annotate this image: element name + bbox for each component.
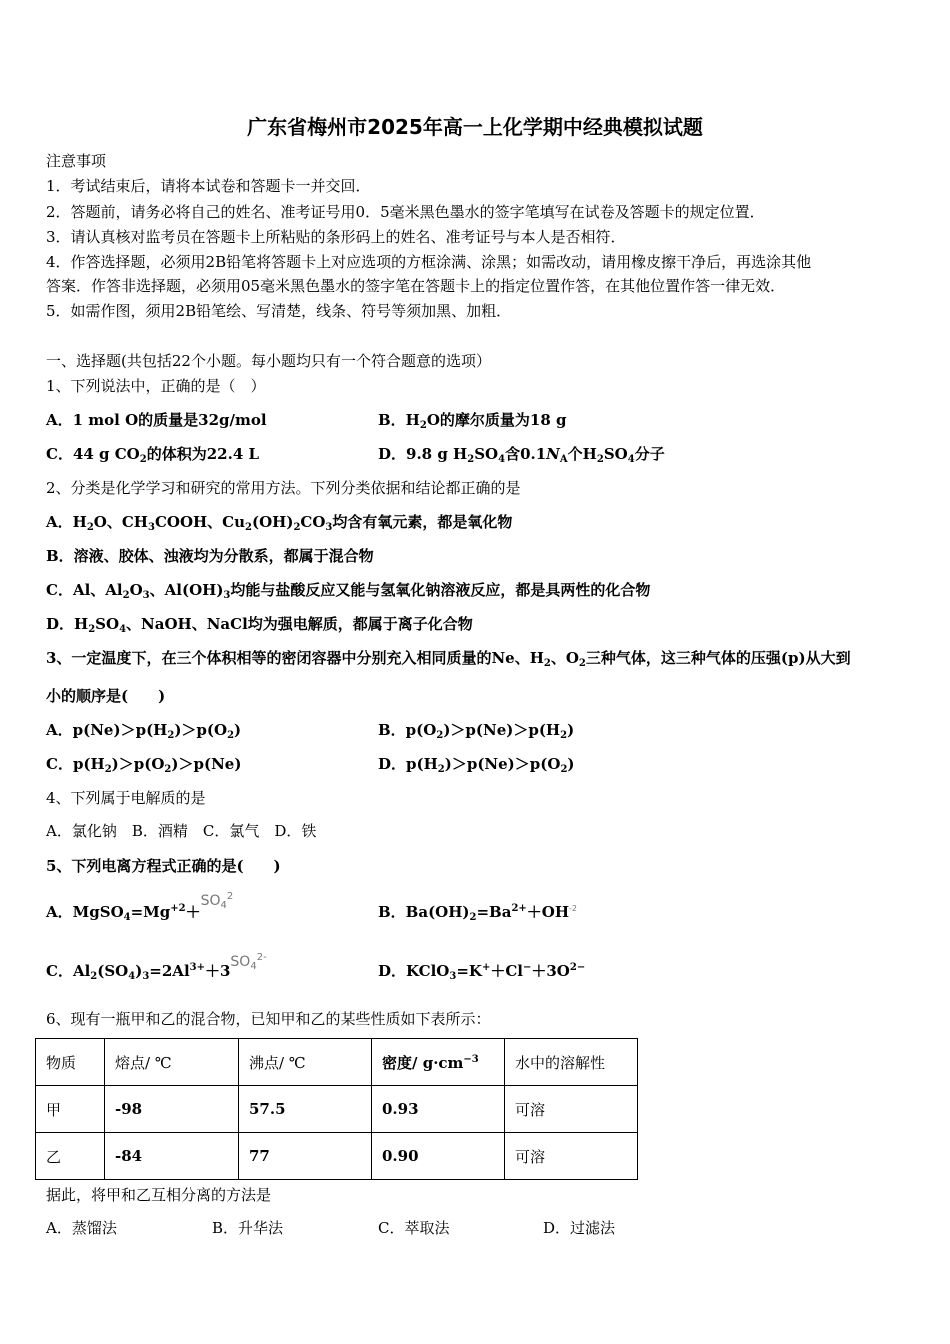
q5-option-d: D．$KClO_3=K^++Cl^-+3O^{2-}$ (378, 962, 586, 982)
question-1-stem: 1、下列说法中，正确的是（ ） (46, 377, 266, 395)
sulfate-ion-image: $SO_4^{2-}$ (230, 952, 267, 972)
q3-option-d: D．$p(H_2)>p(Ne)>p(O_2)$ (378, 755, 575, 775)
q1-option-a: A．1 mol O的质量是32g/mol (46, 411, 267, 429)
notice-item: 3．请认真核对监考员在答题卡上所粘贴的条形码上的姓名、准考证号与本人是否相符． (46, 228, 626, 246)
q6-option-c: C．萃取法 (378, 1219, 450, 1237)
q1-option-b: B．$H_2O$的摩尔质量为18 g (378, 411, 567, 431)
question-6-stem: 6、现有一瓶甲和乙的混合物，已知甲和乙的某些性质如下表所示： (46, 1010, 491, 1028)
table-cell: 77 (239, 1133, 372, 1180)
question-3-stem: 3、一定温度下，在三个体积相等的密闭容器中分别充入相同质量的Ne、$H_2$、$O_2$三种气体，这三种气体的压强(p)从大到 (46, 649, 851, 669)
table-header-cell: 熔点/ ℃ (105, 1039, 239, 1086)
table-cell: 可溶 (505, 1133, 638, 1180)
table-header-cell: 水中的溶解性 (505, 1039, 638, 1086)
table-header-cell: 沸点/ ℃ (239, 1039, 372, 1086)
notice-item: 1．考试结束后，请将本试卷和答题卡一并交回． (46, 177, 371, 195)
notice-item: 4．作答选择题，必须用2B铅笔将答题卡上对应选项的方框涂满、涂黑；如需改动，请用橡皮擦干净后，再选涂其他 (46, 253, 812, 271)
table-cell: 0.90 (372, 1133, 505, 1180)
q3-option-b: B．$p(O_2)>p(Ne)>p(H_2)$ (378, 721, 575, 741)
table-cell: -98 (105, 1086, 239, 1133)
notice-item: 5．如需作图，须用2B铅笔绘、写清楚，线条、符号等须加黑、加粗． (46, 302, 512, 320)
q6-option-d: D．过滤法 (543, 1219, 616, 1237)
notice-heading: 注意事项 (46, 152, 107, 170)
question-5-stem: 5、下列电离方程式正确的是( ) (46, 857, 281, 875)
q2-option-a: A．$H_2O$、$CH_3COOH$、$Cu_2(OH)_2CO_3$均含有氧元素，都是氧化物 (46, 513, 513, 533)
table-row (36, 1133, 638, 1180)
q3-option-c: C．$p(H_2)>p(O_2)>p(Ne)$ (46, 755, 242, 775)
q5-option-b: B．$Ba(OH)_2=Ba^{2+}+OH^{-2}$ (378, 903, 578, 923)
table-header-cell: 物质 (36, 1039, 105, 1086)
table-cell: 可溶 (505, 1086, 638, 1133)
section-heading: 一、选择题(共包括22个小题。每小题均只有一个符合题意的选项） (46, 352, 491, 370)
q2-option-d: D．$H_2SO_4$、NaOH、NaCl均为强电解质，都属于离子化合物 (46, 615, 473, 635)
q6-option-a: A．蒸馏法 (46, 1219, 117, 1237)
table-header-cell: 密度/ $g\cdot cm^{-3}$ (372, 1039, 505, 1086)
notice-item: 2．答题前，请务必将自己的姓名、准考证号用0．5毫米黑色墨水的签字笔填写在试卷及答题卡的规定位置． (46, 203, 765, 221)
question-6-followup: 据此，将甲和乙互相分离的方法是 (46, 1186, 272, 1204)
table-header-row (36, 1039, 638, 1086)
q3-option-a: A．$p(Ne)>p(H_2)>p(O_2)$ (46, 721, 242, 741)
q5-option-c: C．$Al_2(SO_4)_3=2Al^{3+}+3SO_4^{2-}$ (46, 952, 267, 982)
q1-option-d: D．9.8 g $H_2SO_4$含$0.1N_A$个$H_2SO_4$分子 (378, 445, 665, 465)
question-4-stem: 4、下列属于电解质的是 (46, 789, 206, 807)
notice-item: 答案．作答非选择题，必须用05毫米黑色墨水的签字笔在答题卡上的指定位置作答，在其他位置作答一律无效． (46, 277, 786, 295)
table-row (36, 1086, 638, 1133)
table-cell: 0.93 (372, 1086, 505, 1133)
table-cell: -84 (105, 1133, 239, 1180)
table-cell: 甲 (36, 1086, 105, 1133)
question-2-stem: 2、分类是化学学习和研究的常用方法。下列分类依据和结论都正确的是 (46, 479, 521, 497)
page-title: 广东省梅州市2025年高一上化学期中经典模拟试题 (247, 115, 703, 139)
q6-option-b: B．升华法 (212, 1219, 284, 1237)
q4-options: A．氯化钠 B．酒精 C．氯气 D．铁 (46, 822, 317, 840)
sulfate-ion-image: $SO_4^2$ (200, 891, 234, 911)
q2-option-c: C．Al、$Al_2O_3$、$Al(OH)_3$均能与盐酸反应又能与氢氧化钠溶液反应，都是具两性的化合物 (46, 581, 651, 601)
question-3-stem-cont: 小的顺序是( ) (46, 687, 166, 705)
q2-option-b: B．溶液、胶体、浊液均为分散系，都属于混合物 (46, 547, 374, 565)
q1-option-c: C．44 g $CO_2$的体积为22.4 L (46, 445, 260, 465)
table-cell: 57.5 (239, 1086, 372, 1133)
q5-option-a: A．$MgSO_4=Mg^{+2}+SO_4^2$ (46, 891, 234, 923)
properties-table (35, 1038, 638, 1180)
table-cell: 乙 (36, 1133, 105, 1180)
